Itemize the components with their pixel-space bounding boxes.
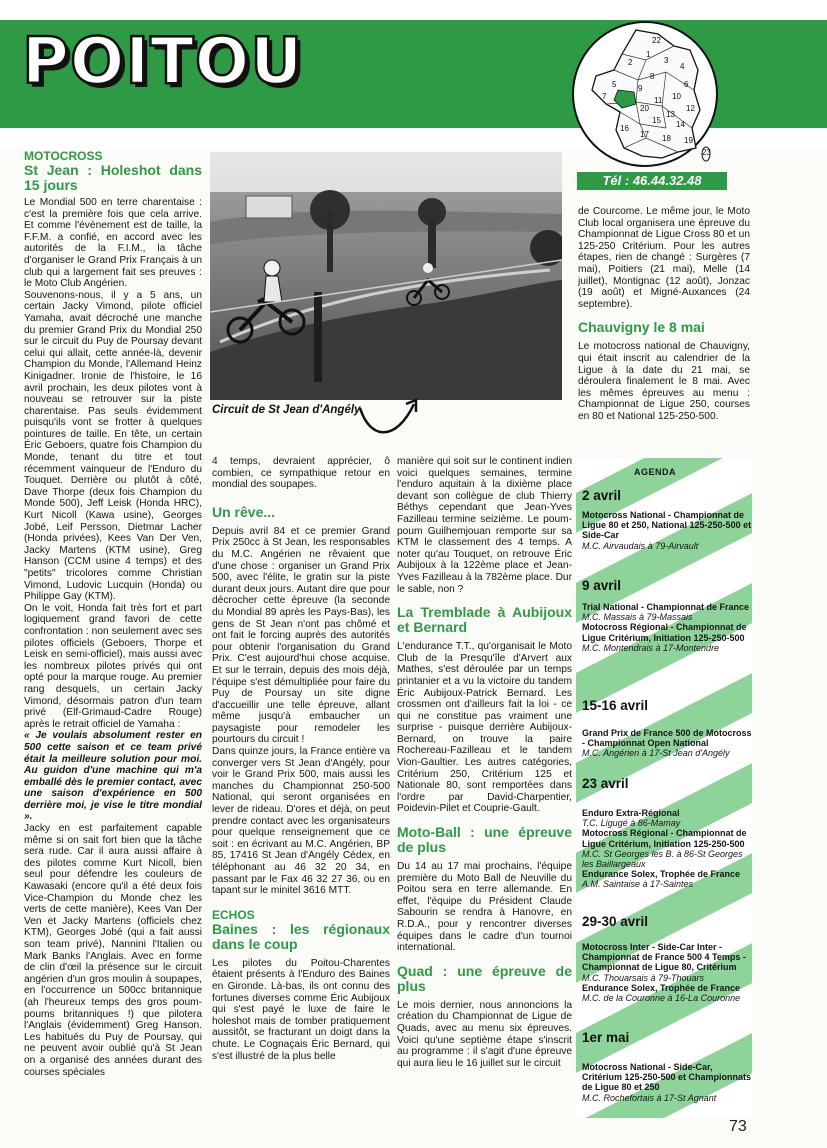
agenda-event-title: Endurance Solex, Trophée de France bbox=[582, 869, 741, 880]
paragraph: On le voit, Honda fait très fort et part logiquement grand favori de cette confrontation : non seulement avec ses pilotes officiels (Geboers, Thorpe et Leisk en semi-officiel), mais aussi avec les nombreux pilotes privés qui ont opté pour la marque rouge. Au premier rang desquels, un certain Jacky Vimond, désormais patron d'un team privé (Elf-Grimaud-Cadre Rouge) après le retrait officiel de Yamaha : bbox=[24, 602, 202, 730]
agenda-date: 29-30 avril bbox=[582, 914, 649, 929]
article-column-2 bbox=[212, 456, 390, 1062]
agenda-event-title: Grand Prix de France 500 de Motocross - Championnat Open National bbox=[582, 728, 752, 749]
agenda-event-organizer: A.M. Saintaise à 17-Saintes bbox=[582, 879, 694, 890]
map-region-label: 15 bbox=[652, 116, 661, 125]
quote-paragraph: « Je voulais absolument rester en 500 cette saison et ce team privé était la meilleure solution pour moi. Au guidon d'une machine qui m'a emballé dès le premier contact, avec une saison d'expérience en 500 derrière moi, je vise le titre mondial ». bbox=[24, 730, 202, 823]
map-region-label: 18 bbox=[662, 134, 671, 143]
agenda-event-title: Motocross National - Championnat de Ligue 80 et 250, National 125-250-500 et Side-Car bbox=[582, 510, 752, 541]
paragraph: manière qui soit sur le continent indien voici quelques semaines, termine l'enduro aquitain à la dixième place devant son collègue de club Thierry Béthys cependant que Jean-Yves Fazilleau termine seizième. Le poum-poum Guilhemjouan remporte sur sa KTM le classement des 4 temps. A noter qu'au Touquet, on retrouve Éric Aubijoux à la 122ème place et Jean-Yves Fazilleau à la 782ème place. Dur le sable, non ? bbox=[397, 456, 572, 595]
agenda-event-title: Enduro Extra-Régional bbox=[582, 808, 680, 818]
agenda-title: AGENDA bbox=[634, 467, 677, 477]
page-title: POITOU bbox=[22, 25, 304, 99]
map-region-label: 20 bbox=[640, 104, 649, 113]
paragraph: Les pilotes du Poitou-Charentes étaient présents à l'Enduro des Baines en Gironde. Là-bas, ils ont connu des fortunes diverses comme Éric Aubijoux qui s'est payé le luxe de faire le holeshot mais de tomber pratiquement aussitôt, se fracturant un doigt dans la chute. Le Cognaçais Éric Bernard, qui s'est illustré de la plus belle bbox=[212, 957, 390, 1062]
agenda-event-organizer: M.C. Rochefortais à 17-St Agnant bbox=[582, 1092, 717, 1103]
paragraph: Depuis avril 84 et ce premier Grand Prix 250cc à St Jean, les responsables du M.C. Angérien ne rêvaient que d'une chose : organiser un Grand Prix 500, avec l'élite, le gratin sur la piste durant deux jours. Autant dire que pour décrocher cette épreuve (la seconde du Mondial 89 après les Pays-Bas), les gens de St Jean n'ont pas chômé et ont fait le forcing auprès des autorités pour obtenir l'organisation du Grand Prix. C'est aujourd'hui chose acquise. Et sur le terrain, depuis des mois déjà, l'équipe s'est démultipliée pour faire du Puy de Poursay un site digne d'accueillir une telle épreuve, allant même jusqu'à embaucher un paysagiste pour remodeler les pourtours du circuit ! bbox=[212, 525, 390, 746]
agenda-event-organizer: M.C. Montendrais à 17-Montendre bbox=[582, 642, 720, 653]
map-region-label: 14 bbox=[676, 120, 685, 129]
agenda-date: 9 avril bbox=[582, 578, 622, 593]
map-region-label: 17 bbox=[640, 130, 649, 139]
section-kicker: ECHOS bbox=[212, 907, 255, 922]
article-kicker: MOTOCROSS bbox=[24, 149, 103, 163]
article-column-3 bbox=[397, 456, 572, 1069]
circuit-photo bbox=[210, 152, 562, 400]
article-column-4 bbox=[578, 206, 750, 423]
map-region-label: 3 bbox=[664, 56, 669, 65]
agenda-event-organizer: M.C. Thouarsais à 79-Thouars bbox=[582, 972, 705, 983]
agenda-event-title: Motocross Régional - Championnat de Ligue Critérium, Initiation 125-250-500 bbox=[582, 622, 747, 643]
map-region-label: 4 bbox=[680, 62, 685, 71]
agenda-date: 1er mai bbox=[582, 1030, 630, 1045]
section-heading: Quad : une épreuve de plus bbox=[397, 962, 572, 994]
agenda-event-title: Motocross National - Side-Car, Critérium 125-250-500 et Championnats de Ligue 80 et 250 bbox=[582, 1062, 752, 1093]
paragraph: 4 temps, devraient apprécier, ô combien, ce sympathique retour en mondial des soupapes. bbox=[212, 456, 390, 491]
agenda-event-title: Motocross Régional - Championnat de Ligue Critérium, Initiation 125-250-500 bbox=[582, 828, 747, 849]
agenda-event bbox=[582, 808, 752, 890]
paragraph: Du 14 au 17 mai prochains, l'équipe première du Moto Ball de Neuville du Poitou sera en terre allemande. En effet, l'équipe du Président Claude Sabourin se rendra à Hanovre, en R.D.A., pour y rencontrer diverses équipes dans le cadre d'un tournoi international. bbox=[397, 861, 572, 954]
agenda-event-organizer: M.C. St Georges les B. à 86-St Georges les Baillargeaux bbox=[582, 848, 743, 870]
article-headline: St Jean : Holeshot dans 15 jours bbox=[24, 162, 202, 193]
agenda-event bbox=[582, 728, 752, 759]
article-column-1 bbox=[24, 150, 202, 1078]
photo-caption: Circuit de St Jean d'Angély bbox=[212, 404, 361, 416]
section-heading: Moto-Ball : une épreuve de plus bbox=[397, 824, 572, 856]
agenda-event-organizer: M.C. Angérien à 17-St Jean d'Angély bbox=[582, 748, 730, 759]
map-region-label: 5 bbox=[612, 80, 617, 89]
agenda-event-organizer: M.C. Massais à 79-Massais bbox=[582, 612, 693, 623]
map-region-label: 22 bbox=[652, 36, 661, 45]
france-map-icon bbox=[566, 20, 724, 168]
france-map bbox=[566, 20, 724, 168]
agenda-event bbox=[582, 602, 752, 653]
map-region-label: 19 bbox=[684, 136, 693, 145]
agenda-event-title: Trial National - Championnat de France bbox=[582, 602, 750, 612]
page-number: 73 bbox=[729, 1118, 747, 1135]
paragraph: Le Mondial 500 en terre charentaise : c'est la première fois que cela arrive. Et comme l'évènement est de taille, la F.F.M. a confié, en accord avec les autorités de la F.I.M., la tâche d'organiser le Grand Prix Français à un club qui a largement fait ses preuves : le Moto Club Angérien. bbox=[24, 197, 202, 290]
agenda-event bbox=[582, 942, 752, 1003]
map-region-label: 23 bbox=[702, 148, 711, 157]
paragraph: Le motocross national de Chauvigny, qui était inscrit au calendrier de la Ligue à la date du 21 mai, se déroulera finalement le 8 mai. Avec les mêmes épreuves au menu : Championnat de Ligue 250, courses en 80 et National 125-250-500. bbox=[578, 341, 750, 422]
agenda-date: 23 avril bbox=[582, 776, 629, 791]
map-region-label: 10 bbox=[672, 92, 681, 101]
map-region-label: 1 bbox=[646, 50, 651, 59]
map-region-label: 7 bbox=[602, 92, 607, 101]
curved-arrow-icon bbox=[356, 396, 422, 448]
agenda-date: 2 avril bbox=[582, 488, 622, 503]
agenda-event-title: Motocross Inter - Side-Car Inter - Championnat de France 500 4 Temps - Championnat de Ligue 80, Critérium bbox=[582, 942, 746, 973]
paragraph: L'endurance T.T., qu'organisait le Moto Club de la Presqu'île d'Arvert aux Mathes, s'est déroulée par un temps printanier et a vu la victoire du tandem Éric Aubijoux-Patrick Bernard. Les crossmen ont d'ailleurs fait la loi - ce qui ne constitue pas vraiment une surprise - puisque derrière Aubijoux-Bernard, on trouve la paire Rochereau-Fazilleau et le tandem Vion-Gaultier. Les autres catégories, Critérium 250, Critérium 125 et Nationale 80, sont remportées dans l'ordre par David-Charpentier, Poidevin-Pilet et Couprie-Gault. bbox=[397, 641, 572, 815]
map-region-label: 8 bbox=[650, 72, 655, 81]
agenda-date: 15-16 avril bbox=[582, 698, 649, 713]
paragraph: Jacky en est parfaitement capable même si on sait fort bien que la tâche sera rude. Car il aura aussi affaire à des pilotes comme Kurt Nicoll, bien seul pour défendre les couleurs de Kawasaki (encore qu'il a été deux fois Vice-Champion du Monde chez les verts de cette manière), Kees Van Der Ven et Jacky Martens (officiels chez KTM), Georges Jobé (qui a fait aussi son team privé), Nannini l'Italien ou Mark Banks l'Anglais. Avec en forme de clin d'œil la présence sur le circuit angérien d'un gros moulin à soupapes, en l'occurrence un 500cc britannique (ah l'heureux temps des gros poum-poums britanniques !) que pilotera l'Anglais (évidemment) Greg Hanson. Les habitués du Puy de Poursay, qui ne peuvent avoir oublié qu'à St Jean on a organisé des années durant des courses spéciales bbox=[24, 823, 202, 1078]
section-heading: Chauvigny le 8 mai bbox=[578, 319, 705, 336]
agenda-event bbox=[582, 1062, 752, 1103]
phone-banner: Tél : 46.44.32.48 bbox=[577, 172, 727, 190]
section-heading: La Tremblade à Aubijoux et Bernard bbox=[397, 604, 572, 636]
map-region-label: 9 bbox=[638, 84, 643, 93]
agenda-event-organizer: M.C. de la Couronne à 16-La Couronne bbox=[582, 993, 741, 1004]
section-heading: Baines : les régionaux dans le coup bbox=[212, 920, 390, 952]
agenda-event-title: Endurance Solex, Trophée de France bbox=[582, 982, 741, 993]
map-region-label: 11 bbox=[654, 96, 663, 105]
paragraph: Souvenons-nous, il y a 5 ans, un certain Jacky Vimond, pilote officiel Yamaha, avait décroché une manche du premier Grand Prix du Mondial 250 sur le circuit du Puy de Poursay devant celui qui allait, cette année-là, devenir Champion du Monde, l'Allemand Heinz Kinigadner. Ironie de l'histoire, le 16 avril prochain, les deux pilotes vont à nouveau se retrouver sur la piste charentaise. Pas seuls évidemment puisqu'ils vont se frotter à quelques pointures de taille. En tête, un certain Éric Geboers, quatre fois Champion du Monde, tenant du titre et tout récemment vainqueur de l'Enduro du Touquet. Derrière ou plutôt à côté, Dave Thorpe (deux fois Champion du Monde 500), Jeff Leisk (Honda HRC), Kurt Nicoll (Kawa usine), Georges Jobé, Leif Persson, Dietmar Lacher (Honda privées), Kees Van Der Ven, Jacky Martens (KTM usine), Greg Hanson (CCM usine 4 temps) et des "petits" tricolores comme Christian Vimond, Ludovic Lucquin (Honda) ou Philippe Gay (KTM). bbox=[24, 289, 202, 603]
map-region-label: 2 bbox=[628, 58, 633, 67]
agenda-event-organizer: M.C. Airvaudais à 79-Airvault bbox=[582, 540, 699, 551]
paragraph: Le mois dernier, nous annoncions la création du Championnat de Ligue de Quads, avec au menu six épreuves. Voici qu'une septième étape s'inscrit au programme : il s'agit d'une épreuve qui aura lieu le 16 juillet sur le circuit bbox=[397, 999, 572, 1069]
map-region-label: 6 bbox=[684, 80, 689, 89]
map-region-label: 12 bbox=[686, 104, 695, 113]
section-heading: Un rêve... bbox=[212, 503, 276, 520]
map-region-label: 16 bbox=[620, 124, 629, 133]
agenda-event-organizer: T.C. Ligugé à 86-Mamay bbox=[582, 818, 681, 829]
motocross-photo-icon bbox=[210, 152, 562, 400]
map-region-label: 13 bbox=[666, 110, 675, 119]
agenda-event bbox=[582, 510, 752, 551]
paragraph: de Courcome. Le même jour, le Moto Club local organisera une épreuve du Championnat de Ligue Cross 80 et un 125-250 Critérium. Pour les autres étapes, rien de changé : Surgères (7 mai), Poitiers (21 mai), Melle (14 juillet), Montignac (12 août), Jonzac (19 août) et Migné-Auxances (24 septembre). bbox=[578, 206, 750, 310]
paragraph: Dans quinze jours, la France entière va converger vers St Jean d'Angély, pour voir le Grand Prix 500, mais aussi les manches du Championnat 250-500 National, qui seront organisées en lever de rideau. D'ores et déjà, on peut prendre contact avec les organisateurs pour quelque renseignement que ce soit : en écrivant au M.C. Angérien, BP 85, 17416 St Jean d'Angély Cédex, en téléphonant au 46 32 20 34, en passant par le Fax 46 32 27 36, ou en tapant sur le minitel 3616 MTT. bbox=[212, 746, 390, 897]
